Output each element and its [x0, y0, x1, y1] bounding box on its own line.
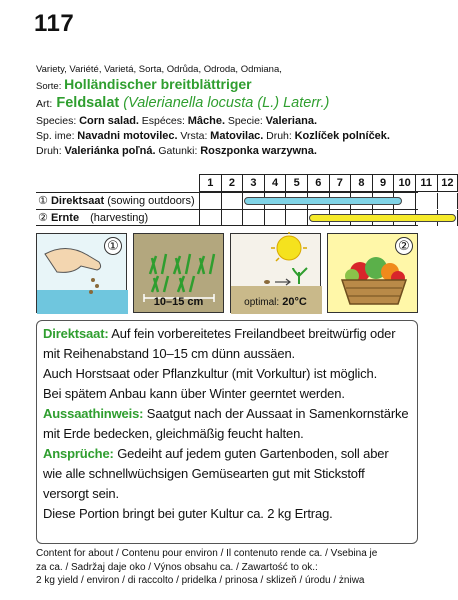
- calendar-row-direktsaat: [36, 192, 418, 209]
- art-name: Feldsalat: [56, 95, 120, 111]
- row-marker-1: ①: [38, 195, 48, 207]
- month-2: 2: [221, 174, 243, 192]
- month-11: 11: [415, 174, 437, 192]
- month-6: 6: [307, 174, 329, 192]
- month-9: 9: [372, 174, 394, 192]
- month-12: 12: [437, 174, 458, 192]
- pictograms: [36, 233, 418, 313]
- pictogram-temperature: [230, 233, 321, 313]
- row-name-ernte: Ernte: [50, 212, 80, 224]
- art-latin: (Valerianella locusta (L.) Laterr.): [123, 95, 330, 111]
- row-name-direktsaat: Direktsaat: [50, 195, 105, 207]
- step-1-badge: ①: [104, 237, 122, 255]
- pictogram-harvest: [327, 233, 418, 313]
- species-row-2: Sp. ime: Navadni motovilec. Vrsta: Matovilac. Druh: Kozlíček polníček.: [36, 130, 390, 142]
- pictogram-spacing: [133, 233, 224, 313]
- calendar-months: [199, 174, 458, 192]
- month-1: 1: [199, 174, 221, 192]
- variety-label-row: Variety, Variété, Varietá, Sorta, Odrůda, Odroda, Odmiana,: [36, 64, 282, 75]
- variety-name: Holländischer breitblättriger: [64, 76, 252, 92]
- calendar-header: [36, 174, 454, 192]
- row-marker-2: ②: [38, 212, 48, 224]
- calendar-row-ernte: [36, 209, 418, 226]
- pictogram-sowing: [36, 233, 127, 313]
- variety-row: Sorte: Holländischer breitblättriger: [36, 76, 252, 92]
- month-7: 7: [329, 174, 351, 192]
- sowing-calendar: [36, 174, 454, 226]
- temperature-label: optimal: 20°C: [244, 296, 307, 308]
- aussaat-paragraph: Aussaathinweis: Saatgut nach der Aussaat in Samenkornstärke mit Erde bedecken, gleichmäßig feucht halten.: [43, 406, 409, 441]
- month-4: 4: [264, 174, 286, 192]
- sowing-period-bar: [244, 197, 402, 205]
- spacing-label: 10–15 cm: [153, 296, 204, 308]
- packet-number: 117: [34, 10, 75, 37]
- month-8: 8: [350, 174, 372, 192]
- art-row: Art: Feldsalat (Valerianella locusta (L.) Laterr.): [36, 95, 330, 111]
- row-note-direktsaat: (sowing outdoors): [107, 195, 195, 207]
- cultivation-instructions: [36, 320, 418, 544]
- ansprueche-paragraph: Ansprüche: Gedeiht auf jedem guten Gartenboden, soll aber wie alle schnellwüchsigen Gemüsearten gut mit Stickstoff versorgt sein.: [43, 446, 389, 501]
- step-2-badge: ②: [395, 237, 413, 255]
- direktsaat-paragraph: Direktsaat: Auf fein vorbereitetes Freilandbeet breitwürfig oder mit Reihenabstand 10–15 cm dünn aussäen.: [43, 326, 396, 361]
- species-row-3: Druh: Valeriánka poľná. Gatunki: Roszponka warzywna.: [36, 145, 317, 157]
- month-10: 10: [393, 174, 415, 192]
- month-3: 3: [242, 174, 264, 192]
- variety-info: [36, 62, 416, 159]
- cultivation-note: Auch Horstsaat oder Pflanzkultur (mit Vorkultur) ist möglich.: [43, 366, 378, 381]
- yield-note: Diese Portion bringt bei guter Kultur ca. 2 kg Ertrag.: [43, 506, 333, 521]
- harvest-period-bar: [309, 214, 456, 222]
- month-5: 5: [285, 174, 307, 192]
- row-note-ernte: (harvesting): [90, 212, 149, 224]
- winter-note: Bei spätem Anbau kann über Winter geerntet werden.: [43, 386, 345, 401]
- content-footer: Content for about / Contenu pour environ / Il contenuto rende ca. / Vsebina je za ca. / Sadržaj daje oko / Výnos obsahu ca. / Zawartość to ok.: 2 kg yield / environ / di raccolto / pridelka / prinosa / sklizeň / úrodu / żniwa: [36, 548, 378, 586]
- species-row-1: Species: Corn salad. Espéces: Mâche. Specie: Valeriana.: [36, 115, 317, 127]
